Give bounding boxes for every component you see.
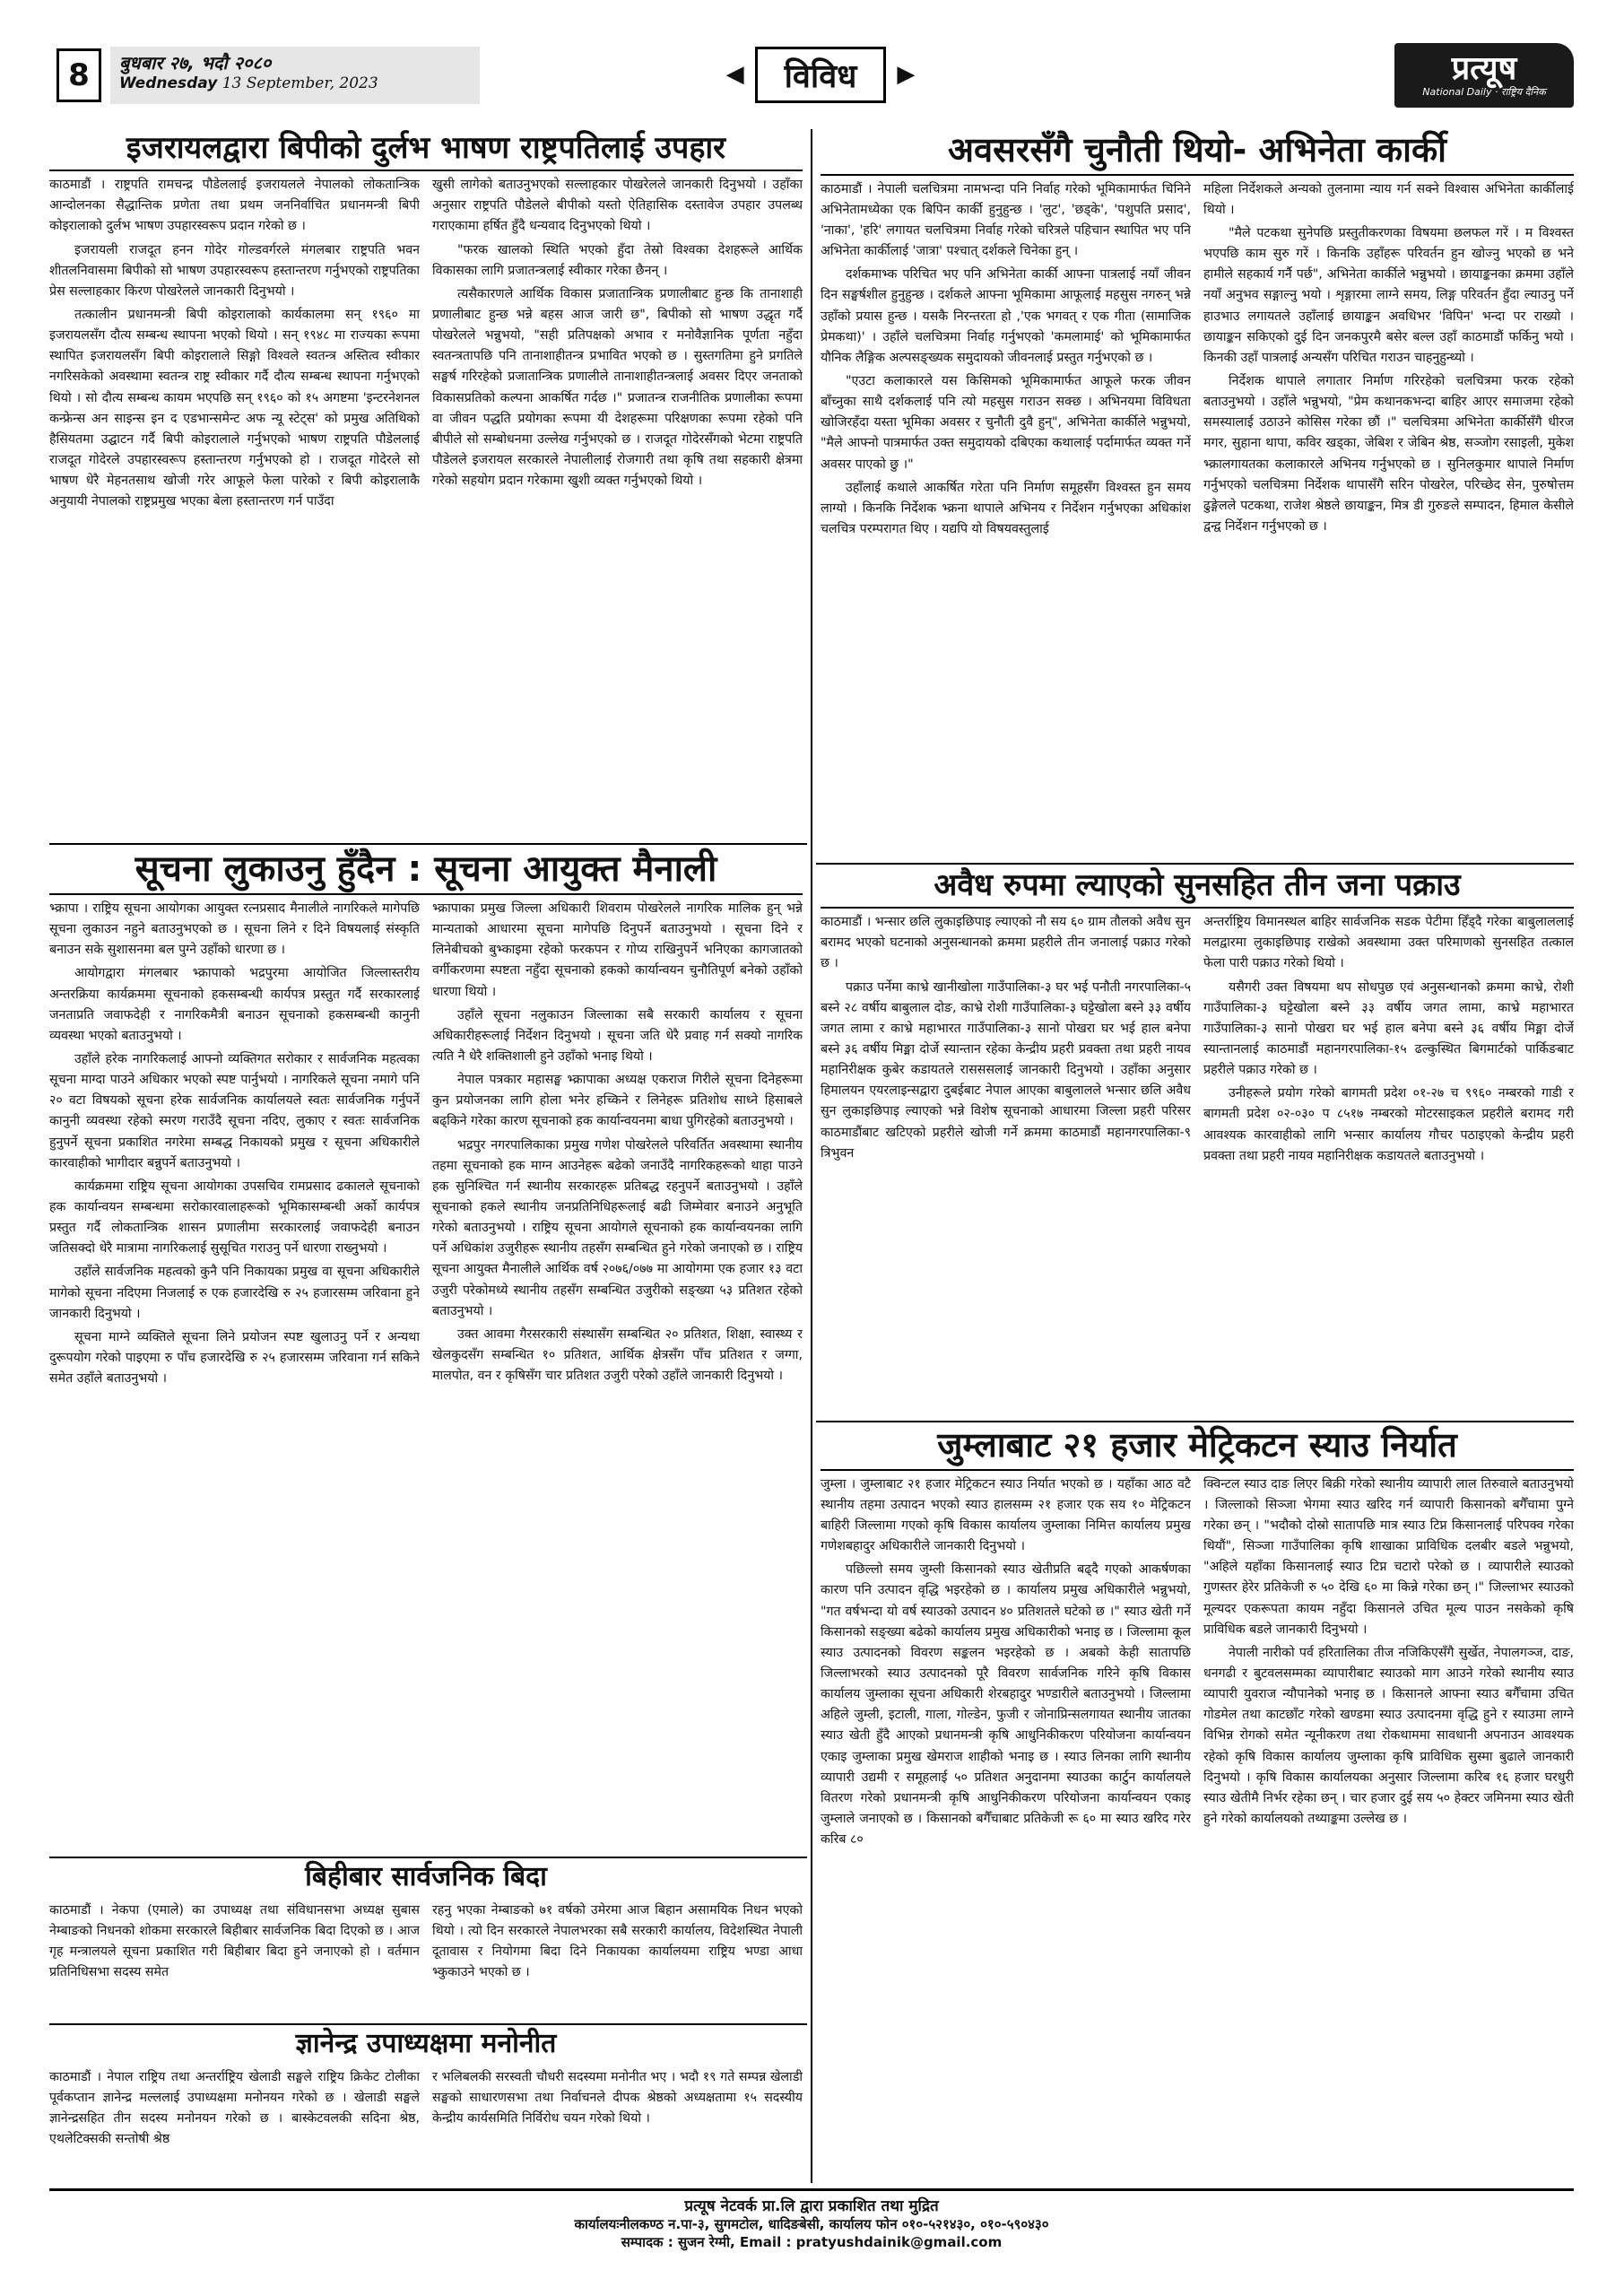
article-column (1203, 912, 1574, 1170)
article-column (1203, 179, 1574, 543)
article-information-commissioner (49, 848, 803, 1851)
article-column (49, 899, 420, 1392)
paragraph: उक्त आवमा गैरसरकारी संस्थासँग सम्बन्धित २० प्रतिशत, शिक्षा, स्वास्थ्य र खेलकुदसँग सम्बन्धित १० प्रतिशत, आर्थिक क्षेत्रसँग पाँच प्रतिशत र जग्गा, मालपोत, वन र कृषिसँग चार प्रतिशत उजुरी परेको उहाँले जानकारी दिनुभयो । (432, 1326, 803, 1384)
paragraph: कार्यक्रममा राष्ट्रिय सूचना आयोगका उपसचिव रामप्रसाद ढकालले सूचनाको हक कार्यान्वयन सम्बन्धमा सरोकारवालाहरूको भूमिकासम्बन्धी अर्को कार्यपत्र प्रस्तुत गर्दै लोकतान्त्रिक शासन प्रणालीमा सरकारलाई जवाफदेही बनाउन जतिसक्दो धेरै मात्रामा नागरिकलाई सुसूचित गराउनु पर्ने धारणा राख्नुभयो । (49, 1178, 420, 1257)
paragraph: काठमाडौं । नेपाली चलचित्रमा नामभन्दा पनि निर्वाह गरेको भूमिकामार्फत चिनिने अभिनेतामध्येका एक बिपिन कार्की हुनुहुन्छ । 'लुट', 'छड्के', 'पशुपति प्रसाद', 'नाका', 'हरि' लगायत चलचित्रमा निर्वाह गरेको चरित्रले पहिचान स्थापित भए पनि अभिनेता कार्कीलाई 'जात्रा' पश्चात् दर्शकले चिनेका हुन् । (821, 181, 1191, 259)
section-divider (816, 1421, 1574, 1422)
paragraph: उनीहरूले प्रयोग गरेको बागमती प्रदेश ०१-२७ च ९९६० नम्बरको गाडी र बागमती प्रदेश ०२-०३० प ८५१७ नम्बरको मोटरसाइकल प्रहरीले बरामद गरी आवश्यक कारवाहीको लागि भन्सार कार्यालय गौचर पठाइएको केन्द्रीय प्रहरी प्रवक्ता तथा प्रहरी नायव महानिरीक्षक कडायतले बताउनुभयो । (1203, 1086, 1574, 1163)
article-column (49, 175, 420, 515)
paragraph: त्यसैकारणले आर्थिक विकास प्रजातान्त्रिक प्रणालीबाट हुन्छ कि तानाशाही प्रणालीबाट हुन्छ भन्ने बहस आज जारी छ", बिपीको सो भाषण उद्धृत गर्दै पोखरेलले भन्नुभयो, "सही प्रतिपक्षको अभाव र मनोवैज्ञानिक पूर्णता नहुँदा स्वतन्त्रतापछि पनि तानाशाहीतन्त्र प्रभावित भएको छ । सुस्तगतिमा हुने प्रगतिले सङ्घर्ष गरिरहेको प्रजातान्त्रिक प्रणालीले तानाशाहीतन्त्रलाई अवसर दिएर जनताको विकासप्रतिको कल्पना आकर्षित गर्दछ ।" प्रजातन्त्र राजनीतिक प्रणालीका रूपमा वा जीवन पद्धति प्रयोगका रूपमा यी देशहरूमा परिक्षणका रूपमा रहेको पनि बीपीले सो सम्बोधनमा उल्लेख गर्नुभएको छ । राजदूत गोदेरसँगको भेटमा राष्ट्रपति पौडेलले इजरायल सरकारले नेपालीलाई रोजगारी तथा कृषि तथा सहकारी क्षेत्रमा गरेको सहयोग प्रदान गरेकामा खुशी व्यक्त गर्नुभएको थियो । (432, 286, 803, 489)
date-day: Wednesday (119, 74, 218, 92)
section-nav (659, 47, 982, 102)
paragraph: तत्कालीन प्रधानमन्त्री बिपी कोइरालाको कार्यकालमा सन् १९६० मा इजरायलसँग दौत्य सम्बन्ध स्थापना भएको थियो । सन् १९४८ मा राज्यका रूपमा स्थापित इजरायलसँग बिपी कोइरालाले सिङ्गो विश्वले स्वतन्त्र अस्तित्व स्वीकार नगरिसकेको अवस्थामा स्वतन्त्र राष्ट्र स्वीकार गर्दै दौत्य सम्बन्ध स्थापना गर्नुभएको थियो । सो दौत्य सम्बन्ध कायम भएपछि सन् १९६० को १५ अगष्टमा 'इन्टरनेशनल कन्फ्रेन्स अन साइन्स इन द एडभान्समेन्ट अफ न्यू स्टेट्स' को प्रमुख अतिथिको हैसियतमा उद्घाटन गर्दै बिपी कोइरालाले गर्नुभएको भाषण राष्ट्रपति पौडेललाई राजदूत गोदेरले उपहारस्वरूप हस्तान्तरण गर्नुभएको हो । राजदूत गोदेरले सो भाषण धेरै मेहनतसाथ खोजी गरेर आफूले फेला पारेको र बिपी कोइरालाकै अनुयायी नेपालको राष्ट्रप्रमुख भएका बेला हस्तान्तरण गर्न पाउँदा (49, 307, 420, 509)
headline: जुम्लाबाट २१ हजार मेट्रिकटन स्याउ निर्यात (821, 1426, 1574, 1471)
article-jumla-apple (821, 1426, 1574, 2179)
paragraph: "फरक खालको स्थिति भएको हुँदा तेस्रो विश्वका देशहरूले आर्थिक विकासका लागि प्रजातन्त्रलाई स्वीकार गरेका छैनन् । (432, 242, 803, 278)
article-column (821, 1474, 1191, 1854)
paragraph: नेपाल पत्रकार महासङ्घ भ्क्रापाका अध्यक्ष एकराज गिरीले सूचना दिनेहरूमा कुन प्रयोजनका लागि होला भनेर हच्किने र लिनेहरू प्रतिशोध साध्ने हिसाबले बढ्किने गरेका कारण सूचनाको हक कार्यान्वयनमा बाधा पुगिरहेको बताउनुभयो । (432, 1073, 803, 1129)
page-number: 8 (56, 48, 101, 102)
date-full: 13 September, 2023 (221, 74, 378, 92)
editor-line: सम्पादक : सुजन रेग्मी, Email : pratyushdainik@gmail.com (621, 2234, 1003, 2250)
paragraph: "एउटा कलाकारले यस किसिमको भूमिकामार्फत आफूले फरक जीवन बाँच्नुका साथै दर्शकलाई पनि त्यो महसुस गराउन सक्छ । अभिनयमा विविधता खोजिरहँदा यस्ता भूमिका अवसर र चुनौती दुवै हुन्", अभिनेता कार्कीले भन्नुभयो, "मैले आफ्नो पात्रमार्फत उक्त समुदायको दबिएका कथालाई पर्दामार्फत व्यक्त गर्ने अवसर पाएको छु ।" (821, 373, 1191, 472)
date-english (119, 74, 471, 92)
paragraph: पक्राउ पर्नेमा काभ्रे खानीखोला गाउँपालिका-३ घर भई पनौती नगरपालिका-५ बस्ने २८ वर्षीय बाबुलाल दोङ, काभ्रे रोशी गाउँपालिका-३ घट्टेखोला बस्ने ३३ वर्षीय जगत लामा र काभ्रे महाभारत गाउँपालिका-३ सानो पोखरा घर भई हाल बनेपा बस्ने ३६ वर्षीय मिङ्मा दोर्जे स्यान्तान रहेका केन्द्रीय प्रहरी प्रवक्ता तथा प्रहरी नायव महानिरीक्षक कुबेर कडायतले रासससलाई जानकारी दिनुभयो । उहाँका अनुसार हिमालयन एयरलाइन्सद्वारा दुबईबाट नेपाल आएका बाबुलालले भन्सार छलि अवैध सुन लुकाइछिपाइ ल्याएको भन्ने विशेष सूचनाको आधारमा जिल्ला प्रहरी परिसर काठमाडौंबाट खटिएको प्रहरीले खोजी गर्ने क्रममा काठमाडौं महानगरपालिका-९ त्रिभुवन (821, 979, 1191, 1161)
article-column (821, 912, 1191, 1170)
article-column (49, 2067, 420, 2153)
section-divider (816, 863, 1574, 865)
paragraph: खुसी लागेको बताउनुभएको सल्लाहकार पोखरेलले जानकारी दिनुभयो । उहाँका अनुसार राष्ट्रपति पौडेलले बीपीको यस्तो ऐतिहासिक दस्तावेज उपहार उपलब्ध गराएकामा हर्षित हुँदै धन्यवाद दिनुभएको थियो । (432, 178, 803, 234)
paragraph: नेपाली नारीको पर्व हरितालिका तीज नजिकिएसँगै सुर्खेत, नेपालगञ्ज, दाङ, धनगढी र बुटवलसम्मका व्यापारीबाट स्याउको माग आउने गरेको स्थानीय स्याउ व्यापारी युवराज न्यौपानेको भनाइ छ । किसानले आफ्ना स्याउ बगैँचामा उचित गोडमेल तथा काटछाँट गरेको खण्डमा स्याउ उत्पादनमा वृद्धि हुने र स्याउमा लाग्ने विभिन्न रोगको समेत न्यूनीकरण तथा रोकथाममा सावधानी अपनाउन आवश्यक रहेको कृषि विकास कार्यालय जुम्लाका कृषि प्राविधिक सुस्मा बुढाले जानकारी दिनुभयो । कृषि विकास कार्यालयका अनुसार जिल्लामा करिब १६ हजार घरधुरी स्याउ खेतीमै निर्भर रहेका छन् । चार हजार दुई सय ५० हेक्टर जमिनमा स्याउ खेती हुने गरेको कार्यालयको तथ्याङ्कमा उल्लेख छ । (1203, 1645, 1574, 1826)
logo-brand: प्रत्यूष (1451, 49, 1517, 87)
page-header (49, 43, 1574, 110)
paragraph: महिला निर्देशकले अन्यको तुलनामा न्याय गर्न सक्ने विश्वास अभिनेता कार्कीलाई थियो । (1203, 181, 1574, 217)
arrow-left-icon: ◀ (725, 61, 744, 88)
paragraph: उहाँले हरेक नागरिकलाई आफ्नो व्यक्तिगत सरोकार र सार्वजनिक महत्वका सूचना माग्दा पाउने अधिकार भएको स्पष्ट पार्नुभयो । नागरिकले सूचना नमागे पनि २० वटा विषयको सूचना हरेक सार्वजनिक कार्यालयले स्वतः सार्वजनिक गर्नुपर्ने कानुनी व्यवस्था रहेको स्मरण गराउँदै सूचना नदिए, लुकाए र स्वतः सार्वजनिक हुनुपर्ने सूचना प्रकाशित नगरेमा सम्बद्ध निकायको प्रमुख र सूचना अधिकारीले कारवाहीको भागीदार बन्नुपर्ने बताउनुभयो । (49, 1051, 420, 1170)
article-column (432, 2067, 803, 2153)
headline: अवसरसँगै चुनौती थियो- अभिनेता कार्की (821, 131, 1574, 176)
arrow-right-icon: ▶ (897, 61, 916, 88)
date-nepali: बुधबार २७, भदौ २०८० (119, 52, 272, 74)
paragraph: काठमाडौं । नेपाल राष्ट्रिय तथा अन्तर्राष्ट्रिय खेलाडी सङ्घले राष्ट्रिय क्रिकेट टोलीका पूर्वकप्तान ज्ञानेन्द्र मल्ललाई उपाध्यक्षमा मनोनयन गरेको छ । खेलाडी सङ्घले ज्ञानेन्द्रसहित तीन सदस्य मनोनयन गरेको छ । बास्केटवलकी सदिना श्रेष्ठ, एथलेटिक्सकी सन्तोषी श्रेष्ठ (49, 2069, 420, 2146)
article-column (432, 175, 803, 515)
section-title: विविध (755, 47, 887, 103)
paragraph: रहनु भएका नेम्बाङको ७१ वर्षको उमेरमा आज बिहान असामयिक निधन भएको थियो । त्यो दिन सरकारले नेपालभरका सबै सरकारी कार्यालय, विदेशस्थित नेपाली दूतावास र नियोगमा बिदा दिने निकायका कार्यालयमा राष्ट्रिय भण्डा आधा भ्कुकाउने भएको छ । (432, 1902, 803, 1979)
paragraph: उहाँले सार्वजनिक महत्वको कुनै पनि निकायका प्रमुख वा सूचना अधिकारीले मागेको सूचना नदिएमा निजलाई रु एक हजारदेखि रु २५ हजारसम्म जरिवाना हुने जानकारी दिनुभयो । (49, 1265, 420, 1321)
paragraph: यसैगरी उक्त विषयमा थप सोधपुछ एवं अनुसन्धानको क्रममा काभ्रे, रोशी गाउँपालिका-३ घट्टेखोला बस्ने ३३ वर्षीय जगत लामा, काभ्रे महाभारत गाउँपालिका-३ सानो पोखरा घर भई हाल बनेपा बस्ने ३६ वर्षीय मिङ्मा दोर्जे स्यान्तानलाई काठमाडौं महानगरपालिका-१५ ढल्कुस्थित बिगमार्टको पार्किङबाट प्रहरीले पक्राउ गरेको छ । (1203, 979, 1574, 1078)
paragraph: भ्क्रापा । राष्ट्रिय सूचना आयोगका आयुक्त रत्नप्रसाद मैनालीले नागरिकले मागेपछि सूचना लुकाउन नहुने बताउनुभएको छ । सूचना लिने र दिने विषयलाई संस्कृति बनाउन सके सुशासनमा बल पुग्ने उहाँको धारणा छ । (49, 901, 420, 958)
article-actor-karki (821, 131, 1574, 857)
paragraph: सूचना माग्ने व्यक्तिले सूचना लिने प्रयोजन स्पष्ट खुलाउनु पर्ने र अन्यथा दुरूपयोग गरेको पाइएमा रु पाँच हजारदेखि रु २५ हजारसम्म जरिवाना गर्न सकिने समेत उहाँले बताउनुभयो । (49, 1329, 420, 1387)
headline: बिहीबार सार्वजनिक बिदा (305, 1861, 547, 1892)
article-column (432, 899, 803, 1392)
publisher-line: प्रत्यूष नेटवर्क प्रा.लि द्वारा प्रकाशित तथा मुद्रित (684, 2197, 939, 2215)
masthead-logo (1394, 43, 1574, 108)
headline: सूचना लुकाउनु हुँदैन : सूचना आयुक्त मैनाली (49, 848, 803, 895)
paragraph: क्विन्टल स्याउ दाङ लिएर बिक्री गरेको स्थानीय व्यापारी लाल तिरुवाले बताउनुभयो । जिल्लाको सिञ्जा भेगमा स्याउ खरिद गर्न व्यापारी किसानको बगैँचामा पुग्ने गरेका छन् । "भदौको दोस्रो सातापछि मात्र स्याउ टिप्न किसानलाई परिपक्व गरेका थियौं", सिञ्जा गाउँपालिका कृषि शाखाका प्राविधिक दलबीर बडले भन्नुभयो, "अहिले यहाँका किसानलाई स्याउ टिप्न चटारो परेको छ । व्यापारीले स्याउको गुणस्तर हेरेर प्रतिकेजी रु ५० देखि ६० मा किन्ने गरेका छन् ।" जिल्लाभर स्याउको मूल्यदर एकरूपता कायम नहुँदा किसानले उचित मूल्य पाउन नसकेको कृषि प्राविधिक बडले जानकारी दिनुभयो । (1203, 1476, 1574, 1637)
section-divider (49, 843, 807, 845)
article-column (821, 179, 1191, 543)
paragraph: भद्रपुर नगरपालिकाका प्रमुख गणेश पोखरेलले परिवर्तित अवस्थामा स्थानीय तहमा सूचनाको हक माग्न आउनेहरू बढेको जनाउँदै नागरिकहरूको थाहा पाउने हक सुनिश्चित गर्न स्थानीय सरकारहरू प्रतिबद्ध रहनुपर्ने बताउनुभयो । उहाँले सूचनाको हकले स्थानीय जनप्रतिनिधिहरूलाई बढी जिम्मेवार बनाउने अनुभूति गरेको बताउनुभयो । राष्ट्रिय सूचना आयोगले सूचनाको हक कार्यान्वयनका लागि पर्ने अधिकांश उजुरीहरू स्थानीय तहसँग सम्बन्धित हुने गरेको जनाएको छ । राष्ट्रिय सूचना आयुक्त मैनालीले आर्थिक वर्ष २०७६/०७७ मा आयोगमा एक हजार १३ वटा उजुरी परेकोमध्ये स्थानीय तहसँग सम्बन्धित उजुरीको सङ्ख्या ५३ प्रतिशत रहेको बताउनुभयो । (432, 1137, 803, 1318)
paragraph: पछिल्लो समय जुम्ली किसानको स्याउ खेतीप्रति बढ्दै गएको आकर्षणका कारण पनि उत्पादन वृद्धि भइरहेको छ । कार्यालय प्रमुख अधिकारीले भन्नुभयो, "गत वर्षभन्दा यो वर्ष स्याउको उत्पादन ४० प्रतिशतले घटेको छ ।" स्याउ खेती गर्ने किसानको सङ्ख्या बढेको कार्यालय प्रमुख अधिकारीको भनाइ छ । जिल्लामा कूल स्याउ उत्पादनको विवरण सङ्कलन भइरहेको छ । अबको केही सातापछि जिल्लाभरको स्याउ उत्पादनको पूरै विवरण सार्वजनिक गरिने कृषि विकास कार्यालय जुम्लाका सूचना अधिकारी शेरबहादुर भण्डारीले बताउनुभयो । जिल्लामा अहिले जुम्ली, इटाली, गाला, गोल्डेन, फुजी र जोनाप्रिन्सलगायत स्थानीय जातका स्याउ खेती हुँदै आएको प्रधानमन्त्री कृषि आधुनिकीकरण परियोजना कार्यान्वयन एकाइ जुम्लाका प्रमुख खेमराज शाहीको भनाइ छ । स्याउ लिनका लागि स्थानीय व्यापारी उद्यमी र समूहलाई ५० प्रतिशत अनुदानमा स्याउका कार्टुन कार्यालयले वितरण गरेको प्रधानमन्त्री कृषि आधुनिकीकरण परियोजना कार्यान्वयन एकाइ जुम्लाले जनाएको छ । किसानको बगैँचाबाट प्रतिकेजी रू ६० मा स्याउ खरिद गरेर करिब ८० (821, 1562, 1191, 1848)
headline: अवैध रुपमा ल्याएको सुनसहित तीन जना पक्राउ (821, 868, 1574, 909)
paragraph: "मैले पटकथा सुनेपछि प्रस्तुतीकरणका विषयमा छलफल गरें । म विश्वस्त भएपछि काम सुरु गरें । किनकि उहाँहरू परिवर्तन हुन खोज्नु भएको छ भने हामीले सहकार्य गर्नै पर्छ", अभिनेता कार्कीले भन्नुभयो । छायाङ्कनका क्रममा उहाँले नयाँ अनुभव सङ्गाल्नु भयो । शृङ्गारमा लाग्ने समय, लिङ्ग परिवर्तन हुँदा ल्याउनु पर्ने हाउभाउ लगायतले उहाँलाई छायाङ्कन अवधिभर 'विपिन' भन्दा पर राख्यो । छायाङ्कन सकिएको दुई दिन जनकपुरमै बसेर बल्ल उहाँ काठमाडौं फर्किनु भयो । किनकी उहाँ पात्रलाई अन्यसँग परिचित गराउन चाहनुहुन्थ्यो । (1203, 225, 1574, 365)
logo-tagline: National Daily · राष्ट्रिय दैनिक (1422, 85, 1546, 98)
paragraph: निर्देशक थापाले लगातार निर्माण गरिरहेको चलचित्रमा फरक रहेको बताउनुभयो । उहाँले भन्नुभयो, "प्रेम कथानकभन्दा बाहिर आएर समाजमा रहेको समस्यालाई उठाउने कोसिस गरेका छौं ।" चलचित्रमा अभिनेता कार्कीसँगै धीरज मगर, सुहाना थापा, कविर खड्का, जेबिश र जेबिन श्रेष्ठ, सञ्जोग रसाइली, मुकेश भ्क्रालगायतका कलाकारले अभिनय गर्नुभएको छ । सुनिलकुमार थापाले निर्माण गर्नुभएको चलचित्रमा निर्देशक थापासँगै सरिन पोखरेल, परिच्छेद सेन, पुरुषोत्तम ढुङ्गेलले पटकथा, राजेश श्रेष्ठले छायाङ्कन, मित्र डी गुरुङले सम्पादन, हिमाल केसीले द्वन्द्व निर्देशन गर्नुभएको छ । (1203, 373, 1574, 534)
column-divider (811, 129, 812, 2183)
paragraph: भ्क्रापाका प्रमुख जिल्ला अधिकारी शिवराम पोखरेलले नागरिक मालिक हुन् भन्ने मान्यताको आधारमा सूचना मागेपछि दिनुपर्ने बताउनुभयो । सूचना दिने र लिनेबीचको बुभ्काइमा रहेको फरकपन र गोप्य राखिनुपर्ने भनिएका कागजातको वर्गीकरणमा स्पष्टता नहुँदा सूचनाको हकको कार्यान्वयन चुनौतिपूर्ण बनेको उहाँको धारणा थियो । (432, 901, 803, 999)
paragraph: आयोगद्वारा मंगलबार भ्क्रापाको भद्रपुरमा आयोजित जिल्लास्तरीय अन्तरक्रिया कार्यक्रममा सूचनाको हकसम्बन्धी कार्यपत्र प्रस्तुत गर्दै सरकारलाई जनताप्रति जवाफदेही र नागरिकमैत्री बनाउन सूचनाको हकसम्बन्धी कानुनी व्यवस्था भएको बताउनुभयो । (49, 966, 420, 1043)
office-line: कार्यालयःनीलकण्ठ न.पा-३, सुगमटोल, धादिङबेसी, कार्यालय फोन ०१०-५२१४३०, ०१०-५९०४३० (574, 2216, 1049, 2232)
paragraph: उहाँले सूचना नलुकाउन जिल्लाका सबै सरकारी कार्यालय र सूचना अधिकारीहरूलाई निर्देशन दिनुभयो । सूचना जति धेरै प्रवाह गर्न सक्यो नागरिक त्यति नै धेरै शक्तिशाली हुने उहाँको भनाइ थियो । (432, 1007, 803, 1064)
article-gold-arrest (821, 868, 1574, 1415)
paragraph: उहाँलाई कथाले आकर्षित गरेता पनि निर्माण समूहसँग विश्वस्त हुन समय लाग्यो । किनकि निर्देशक भ्क्रना थापाले अभिनय र निर्देशन गर्नुभएका अधिकांश चलचित्र परम्परागत थिए । यद्यपि यो विषयवस्तुलाई (821, 480, 1191, 536)
article-column (432, 1900, 803, 1987)
paragraph: र भलिबलकी सरस्वती चौधरी सदस्यमा मनोनीत भए । भदौ १९ गते सम्पन्न खेलाडी सङ्घको साधारणसभा तथा निर्वाचनले दीपक श्रेष्ठको अध्यक्षतामा १५ सदस्यीय केन्द्रीय कार्यसमिति निर्विरोध चयन गरेको थियो । (432, 2069, 803, 2126)
paragraph: इजरायली राजदूत हनन गोदेर गोल्डवर्गरले मंगलबार राष्ट्रपति भवन शीतलनिवासमा बिपीको सो भाषण उपहारस्वरूप हस्तान्तरण गर्नुभएको राष्ट्रपतिका प्रेस सल्लाहकार किरण पोखरेलले जानकारी दिनुभयो । (49, 242, 420, 299)
headline: ज्ञानेन्द्र उपाध्यक्षमा मनोनीत (295, 2028, 557, 2059)
article-column (49, 1900, 420, 1987)
paragraph: दर्शकमाभ्क परिचित भए पनि अभिनेता कार्की आफ्ना पात्रलाई नयाँ जीवन दिन सङ्घर्षशील हुनुहुन्छ । दर्शकले आफ्ना भूमिकामा आफूलाई महसुस नगरुन् भन्ने उहाँको प्रयास हुन्छ । यसकै निरन्तरता हो ,'एक भगवत् र एक गीता (सामाजिक प्रेमकथा)' । उहाँले चलचित्रमा निर्वाह गर्नुभएको 'कमलामाई' को भूमिकामार्फत यौनिक लैङ्गिक अल्पसङ्ख्यक समुदायको जीवनलाई प्रस्तुत गर्नुभएको छ । (821, 267, 1191, 365)
newspaper-page (49, 43, 1574, 2258)
page-footer (49, 2188, 1574, 2251)
headline: इजरायलद्वारा बिपीको दुर्लभ भाषण राष्ट्रपतिलाई उपहार (49, 131, 803, 171)
paragraph: जुम्ला । जुम्लाबाट २१ हजार मेट्रिकटन स्याउ निर्यात भएको छ । यहाँका आठ वटै स्थानीय तहमा उत्पादन भएको स्याउ हालसम्म २१ हजार एक सय १० मेट्रिकटन बाहिरी जिल्लामा गएको कृषि विकास कार्यालय जुम्लाका निमित्त कार्यालय प्रमुख गणेशबहादुर अधिकारीले जानकारी दिनुभयो । (821, 1476, 1191, 1554)
paragraph: काठमाडौं । भन्सार छलि लुकाइछिपाइ ल्याएको नौ सय ६० ग्राम तौलको अवैध सुन बरामद भएको घटनाको अनुसन्धानको क्रममा प्रहरीले तीन जनालाई पक्राउ गरेको छ । (821, 915, 1191, 971)
paragraph: काठमाडौं । राष्ट्रपति रामचन्द्र पौडेललाई इजरायलले नेपालको लोकतान्त्रिक आन्दोलनका सैद्धान्तिक प्रणेता तथा प्रथम जननिर्वाचित प्रधानमन्त्री बिपी कोइरालाको दुर्लभ भाषण उपहारस्वरूप प्रदान गरेको छ । (49, 178, 420, 234)
article-column (1203, 1474, 1574, 1854)
paragraph: अन्तर्राष्ट्रिय विमानस्थल बाहिर सार्वजनिक सडक पेटीमा हिँड्दै गरेका बाबुलाललाई मलद्वारमा लुकाइछिपाइ राखेको अवस्थामा उक्त परिमाणको सुनसहित तत्काल फेला पारी पक्राउ गरेको थियो । (1203, 915, 1574, 971)
section-divider (49, 2023, 807, 2025)
date-block (110, 47, 480, 104)
paragraph: काठमाडौं । नेकपा (एमाले) का उपाध्यक्ष तथा संविधानसभा अध्यक्ष सुबास नेम्बाङको निधनको शोकमा सरकारले बिहीबार सार्वजनिक बिदा दिएको छ । आज गृह मन्त्रालयले सूचना प्रकाशित गरी बिहीबार बिदा हुने जनाएको हो । वर्तमान प्रतिनिधिसभा सदस्य समेत (49, 1902, 420, 1979)
article-public-holiday (49, 1862, 803, 2022)
section-divider (49, 1857, 807, 1858)
article-israel-bp-speech (49, 131, 803, 839)
article-gyanendra-vice-president (49, 2029, 803, 2181)
